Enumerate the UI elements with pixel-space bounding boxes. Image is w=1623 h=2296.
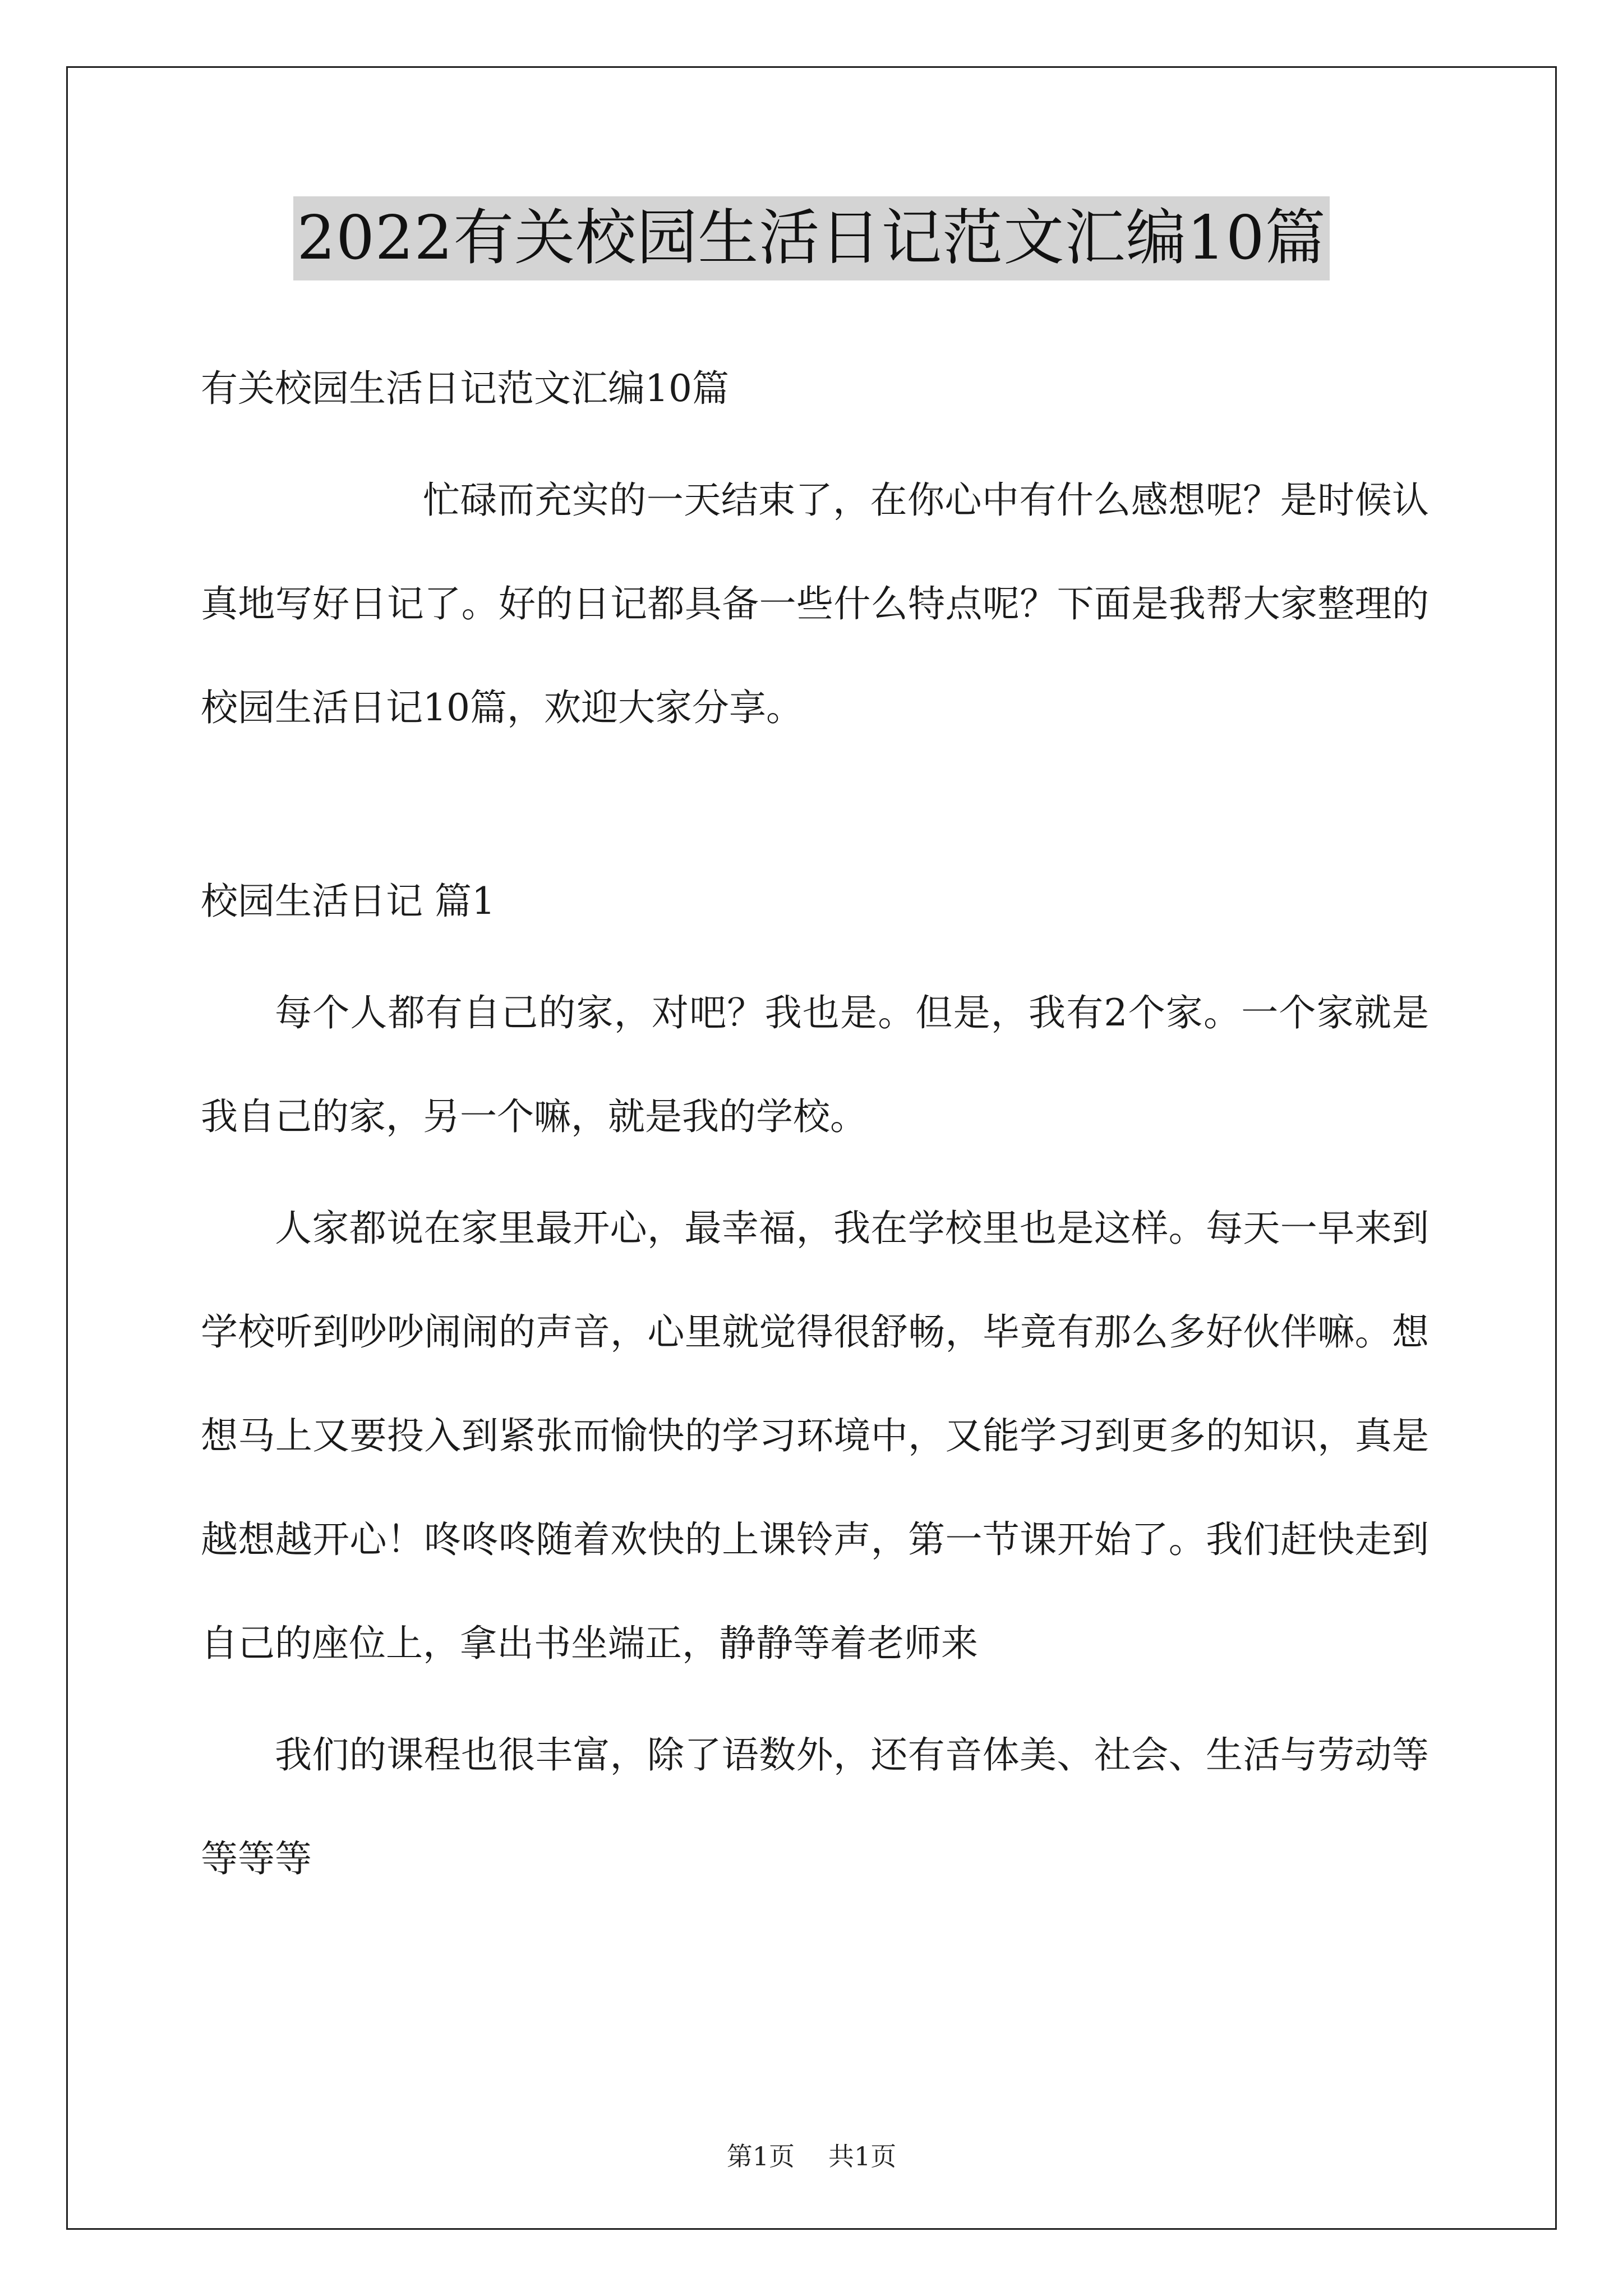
document-body xyxy=(201,337,1429,1911)
document-subtitle: 有关校园生活日记范文汇编10篇 xyxy=(201,367,729,410)
body-paragraph: 每个人都有自己的家，对吧？我也是。但是，我有2个家。一个家就是我自己的家，另一个嘛，就是我的学校。 xyxy=(201,991,1429,1138)
document-title: 2022有关校园生活日记范文汇编10篇 xyxy=(293,196,1329,280)
paragraph-spacer xyxy=(201,1168,1429,1176)
page-number-current: 第1页 xyxy=(726,2141,795,2171)
page-number-total: 共1页 xyxy=(828,2141,897,2171)
body-paragraph: 人家都说在家里最开心，最幸福，我在学校里也是这样。每天一早来到学校听到吵吵闹闹的声音，心里就觉得很舒畅，毕竟有那么多好伙伴嘛。想想马上又要投入到紧张而愉快的学习环境中，又能学习到更多的知识，真是越想越开心！咚咚咚随着欢快的上课铃声，第一节课开始了。我们赶快走到自己的座位上，拿出书坐端正，静静等着老师来 xyxy=(201,1207,1429,1665)
section-heading: 校园生活日记 篇1 xyxy=(201,880,495,923)
intro-paragraph: 忙碌而充实的一天结束了，在你心中有什么感想呢？是时候认真地写好日记了。好的日记都具备一些什么特点呢？下面是我帮大家整理的校园生活日记10篇，欢迎大家分享。 xyxy=(201,478,1429,729)
page-footer xyxy=(0,2136,1623,2173)
section-spacer xyxy=(201,760,1429,849)
paragraph-spacer xyxy=(201,1695,1429,1703)
title-container xyxy=(0,196,1623,280)
body-paragraph: 我们的课程也很丰富，除了语数外，还有音体美、社会、生活与劳动等等等等 xyxy=(201,1733,1429,1880)
